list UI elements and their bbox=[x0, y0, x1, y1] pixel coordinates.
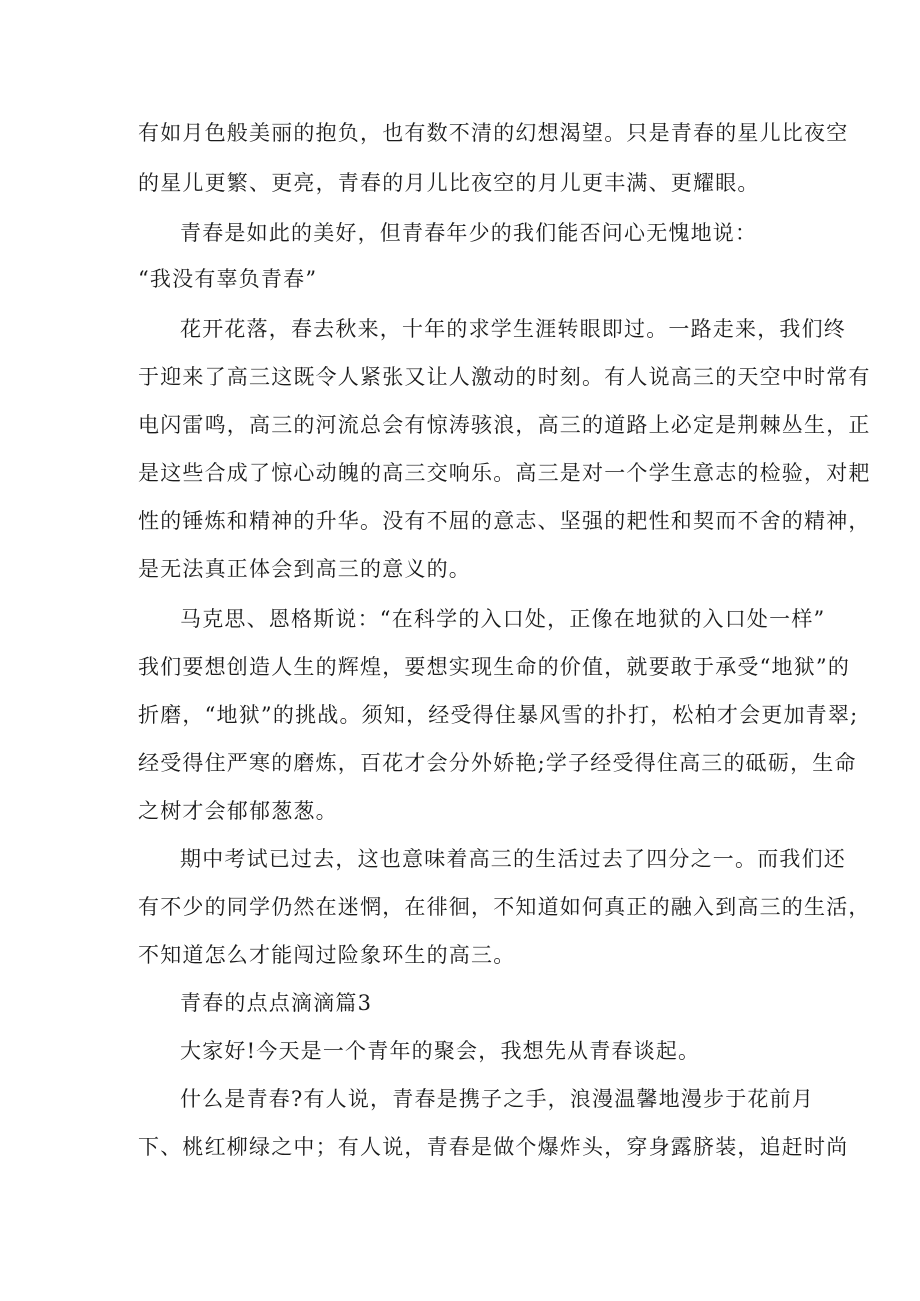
text-line: 什么是青春?有人说，青春是携子之手，浪漫温馨地漫步于花前月 bbox=[180, 1087, 815, 1111]
text-line: 期中考试已过去，这也意味着高三的生活过去了四分之一。而我们还 bbox=[180, 847, 846, 871]
text-line: 电闪雷鸣，高三的河流总会有惊涛骇浪，高三的道路上必定是荆棘丛生，正 bbox=[138, 413, 871, 437]
text-line: 大家好!今天是一个青年的聚会，我想先从青春谈起。 bbox=[180, 1039, 701, 1063]
text-line: 的星儿更繁、更亮，青春的月儿比夜空的月儿更丰满、更耀眼。 bbox=[138, 171, 760, 195]
text-line: 折磨，“地狱”的挑战。须知，经受得住暴风雪的扑打，松柏才会更加青翠; bbox=[138, 703, 859, 727]
section-heading: 青春的点点滴滴篇3 bbox=[180, 991, 373, 1015]
text-line: 青春是如此的美好，但青春年少的我们能否问心无愧地说： bbox=[180, 221, 758, 245]
text-line: 是无法真正体会到高三的意义的。 bbox=[138, 557, 471, 581]
text-line: 于迎来了高三这既令人紧张又让人激动的时刻。有人说高三的天空中时常有 bbox=[138, 365, 871, 389]
text-line: 是这些合成了惊心动魄的高三交响乐。高三是对一个学生意志的检验，对耙 bbox=[138, 461, 871, 485]
text-line: 花开花落，春去秋来，十年的求学生涯转眼即过。一路走来，我们终 bbox=[180, 317, 846, 341]
text-line: “我没有辜负青春” bbox=[138, 267, 318, 291]
text-line: 有不少的同学仍然在迷惘，在徘徊，不知道如何真正的融入到高三的生活， bbox=[138, 895, 871, 919]
text-line: 之树才会郁郁葱葱。 bbox=[138, 799, 338, 823]
text-line: 下、桃红柳绿之中；有人说，青春是做个爆炸头，穿身露脐装，追赶时尚 bbox=[138, 1135, 849, 1159]
text-line: 不知道怎么才能闯过险象环生的高三。 bbox=[138, 943, 516, 967]
text-line: 我们要想创造人生的辉煌，要想实现生命的价值，就要敢于承受“地狱”的 bbox=[138, 655, 851, 679]
text-line: 性的锤炼和精神的升华。没有不屈的意志、坚强的耙性和契而不舍的精神， bbox=[138, 509, 871, 533]
text-line: 马克思、恩格斯说：“在科学的入口处，正像在地狱的入口处一样” bbox=[180, 607, 826, 631]
text-line: 有如月色般美丽的抱负，也有数不清的幻想渴望。只是青春的星儿比夜空 bbox=[138, 121, 849, 145]
text-line: 经受得住严寒的磨炼，百花才会分外娇艳;学子经受得住高三的砥砺，生命 bbox=[138, 751, 857, 775]
